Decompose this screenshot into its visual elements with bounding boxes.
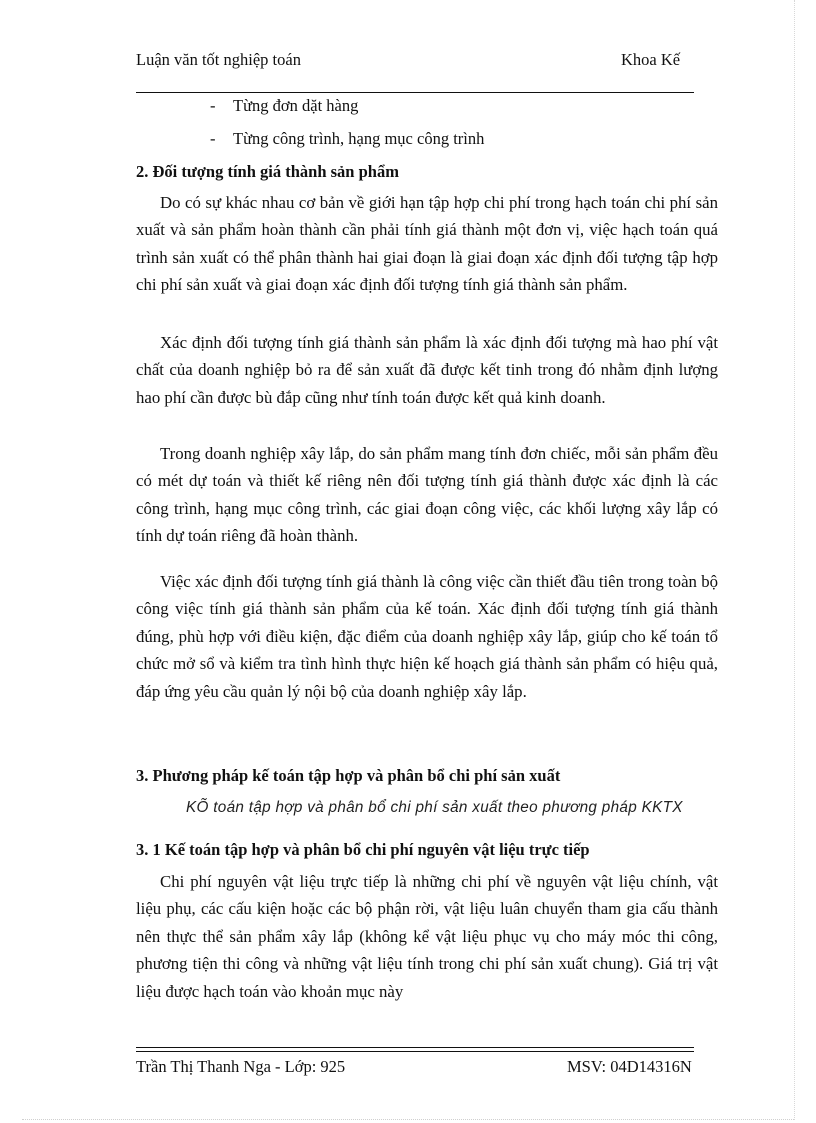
section-heading-3-1: 3. 1 Kế toán tập hợp và phân bổ chi phí nguyên vật liệu trực tiếp: [136, 840, 590, 859]
header-divider: [136, 92, 694, 93]
paragraph-3: Trong doanh nghiệp xây lắp, do sản phẩm mang tính đơn chiếc, mỗi sản phẩm đều có mét dự toán và thiết kế riêng nên đối tượng tính giá thành được xác định là các công trình, hạng mục công trình, các giai đoạn công việc, các khối lượng xây lắp có tính dự toán riêng đã hoàn thành.: [136, 444, 718, 546]
page-edge-horizontal: [22, 1119, 794, 1120]
footer-author: Trần Thị Thanh Nga - Lớp: 925: [136, 1057, 346, 1076]
list-item-text: Từng đơn dặt hàng: [233, 96, 359, 115]
section-heading-2: 2. Đối tượng tính giá thành sản phẩm: [136, 162, 399, 181]
header-thesis-title: Luận văn tốt nghiệp toán: [136, 50, 301, 69]
paragraph-4: Việc xác định đối tượng tính giá thành là công việc cần thiết đầu tiên trong toàn bộ công việc tính giá thành sản phẩm của kế toán. Xác định đối tượng tính giá thành đúng, phù hợp với điều kiện, đặc điểm của doanh nghiệp xây lắp, giúp cho kế toán tổ chức mở sổ và kiểm tra tình hình thực hiện kế hoạch giá thành sản phẩm có hiệu quả, đáp ứng yêu cầu quản lý nội bộ của doanh nghiệp xây lắp.: [136, 572, 718, 701]
paragraph-2: Xác định đối tượng tính giá thành sản phẩm là xác định đối tượng mà hao phí vật chất của doanh nghiệp bỏ ra để sản xuất đã được kết tinh trong đó nhằm định lượng hao phí cần được bù đắp cũng như tính toán được kết quả kinh doanh.: [136, 333, 718, 407]
paragraph-5: Chi phí nguyên vật liệu trực tiếp là những chi phí về nguyên vật liệu chính, vật liệu phụ, các cấu kiện hoặc các bộ phận rời, vật liệu luân chuyển tham gia cấu thành nên thực thể sản phẩm xây lắp (không kể vật liệu phục vụ cho máy móc thi công, phương tiện thi công và những vật liệu tính trong chi phí sản xuất chung). Giá trị vật liệu được hạch toán vào khoản mục này: [136, 872, 718, 1001]
page-edge-vertical: [794, 0, 795, 1120]
section-heading-3: 3. Phương pháp kế toán tập hợp và phân bổ chi phí sản xuất: [136, 766, 561, 785]
footer-divider-bottom: [136, 1051, 694, 1052]
dash-bullet-icon: -: [210, 129, 216, 148]
footer-student-id: MSV: 04D14316N: [567, 1057, 692, 1076]
header-faculty: Khoa Kế: [621, 50, 681, 69]
footer-divider-top: [136, 1047, 694, 1048]
page-header: [136, 49, 694, 91]
list-item: [210, 129, 484, 149]
italic-note: KÕ toán tập hợp và phân bổ chi phí sản xuất theo phương pháp KKTX: [186, 799, 683, 816]
dash-bullet-icon: -: [210, 96, 216, 115]
list-item: [210, 96, 358, 116]
paragraph-1: Do có sự khác nhau cơ bản về giới hạn tập hợp chi phí trong hạch toán chi phí sản xuất và sản phẩm hoàn thành cần phải tính giá thành một đơn vị, việc hạch toán quá trình sản xuất có thể phân thành hai giai đoạn là giai đoạn xác định đối tượng tập hợp chi phí sản xuất và giai đoạn xác định đối tượng tính giá thành sản phẩm.: [136, 193, 718, 295]
list-item-text: Từng công trình, hạng mục công trình: [233, 129, 485, 148]
